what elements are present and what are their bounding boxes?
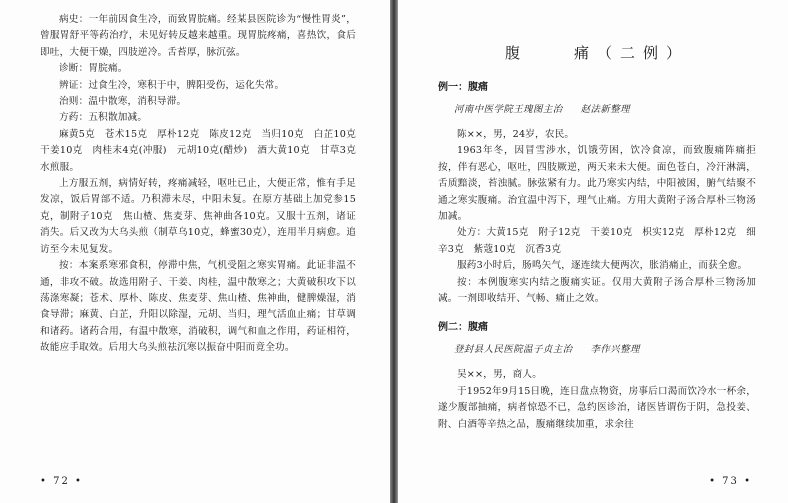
follow-up-paragraph: 上方服五剂，病情好转，疼痛减轻，呕吐已止，大便正常，惟有手足发凉，饭后胃部不适。乃积滞未尽，中阳未复。在原方基础上加党参15克，制附子10克 焦山楂、焦麦芽、焦神曲各10克。又服十五剂，诸证消失。后又改为大乌头煎（制草乌10克，蜂蜜30克），连用半月病愈。追访至今未见复发。 [40, 178, 356, 255]
case2-author [454, 343, 756, 357]
case1-editor: 赵法新整理 [580, 104, 631, 115]
syndrome-paragraph: 辨证：过食生冷，寒积于中，脾阳受伤，运化失常。 [59, 79, 285, 91]
case1-physician: 河南中医学院王瑰图主治 [454, 104, 563, 115]
case1-prescription: 处方：大黄15克 附子12克 干姜10克 枳实12克 厚朴12克 细辛3克 紫蔻10克 沉香3克 [438, 227, 756, 255]
left-page-text [40, 12, 366, 357]
case2-patient: 吴××，男，商人。 [457, 369, 543, 381]
case2-editor: 李作兴整理 [590, 344, 640, 356]
case1-history: 1963年冬，因冒雪涉水，饥饿劳困，饮冷食凉，而致腹痛阵痛拒按，伴有恶心，呕吐，四肢厥逆，两天来未大便。面色苍白，冷汗淋漓，舌质黯淡，苔浊腻。脉弦紧有力。此乃寒实内结，中阳被困，腑气结聚不通之寒实腹痛。治宜温中泻下，理气止痛。方用大黄附子汤合厚朴三物汤加减。 [438, 145, 756, 223]
case2-heading: 例二：腹痛 [438, 322, 488, 334]
page-number-left: • 72 • [40, 476, 83, 487]
case1-heading: 例一：腹痛 [438, 82, 488, 93]
treatment-principle-paragraph: 治则：温中散寒，消积导滞。 [59, 96, 187, 108]
commentary-paragraph: 按：本案系寒邪食积，停滞中焦，气机受阻之寒实胃痛。此证非温不通，非攻不破。故选用附子、干姜、肉桂，温中散寒之；大黄破积攻下以荡涤寒凝；苍术、厚朴、陈皮、焦麦芽、焦山楂、焦神曲，健脾燥湿，消食导滞；麻黄、白芷，升阳以除湿，元胡、当归，理气活血止痛；甘草调和诸药。诸药合用，有温中散寒，消破积，调气和血之作用，药证相符，故能应手取效。后用大乌头煎祛沉寒以振奋中阳而竟全功。 [40, 260, 356, 354]
case2-history: 于1952年9月15日晚，连日盘点物资，房事后口渴而饮冷水一杯余，遂少腹部抽痛，病者惊恐不已，急约医诊治，诸医皆谓伤于阴，急投姜、附、白酒等辛热之品，腹痛继续加重，求余往 [438, 385, 756, 430]
history-paragraph: 病史：一年前因食生冷，而致胃脘痛。经某县医院诊为“慢性胃炎”，曾服胃舒平等药治疗，未见好转反越来越重。现胃脘疼痛，喜热饮，食后即吐，大便干燥，四肢逆冷。舌苔厚，脉沉弦。 [40, 14, 356, 58]
case1-outcome: 服药3小时后，肠鸣矢气，逐连续大便两次，胀消痛止，而获全愈。 [457, 260, 748, 272]
herb-list-paragraph: 麻黄5克 苍术15克 厚朴12克 陈皮12克 当归10克 白芷10克 干姜10克 肉桂末4克(冲服) 元胡10克(醋炒) 酒大黄10克 甘草3克 水煎服。 [40, 128, 366, 173]
chapter-title: 腹 痛（二例） [504, 44, 689, 62]
case1-commentary: 按：本例腹寒实内结之腹痛实证。仅用大黄附子汤合厚朴三物汤加减。一剂即收结开、气畅、痛止之效。 [438, 276, 756, 305]
case1-author [454, 103, 756, 117]
right-page-text [438, 12, 756, 433]
page-number-right: • 73 • [709, 476, 752, 487]
right-page [398, 0, 788, 503]
book-gutter [390, 0, 398, 503]
prescription-paragraph: 方药：五积散加减。 [59, 112, 148, 124]
diagnosis-paragraph: 诊断：胃脘痛。 [59, 63, 128, 75]
case2-physician: 登封县人民医院温子贞主治 [454, 344, 573, 356]
case1-patient: 陈××，男，24岁，农民。 [457, 129, 575, 140]
left-page [0, 0, 390, 503]
